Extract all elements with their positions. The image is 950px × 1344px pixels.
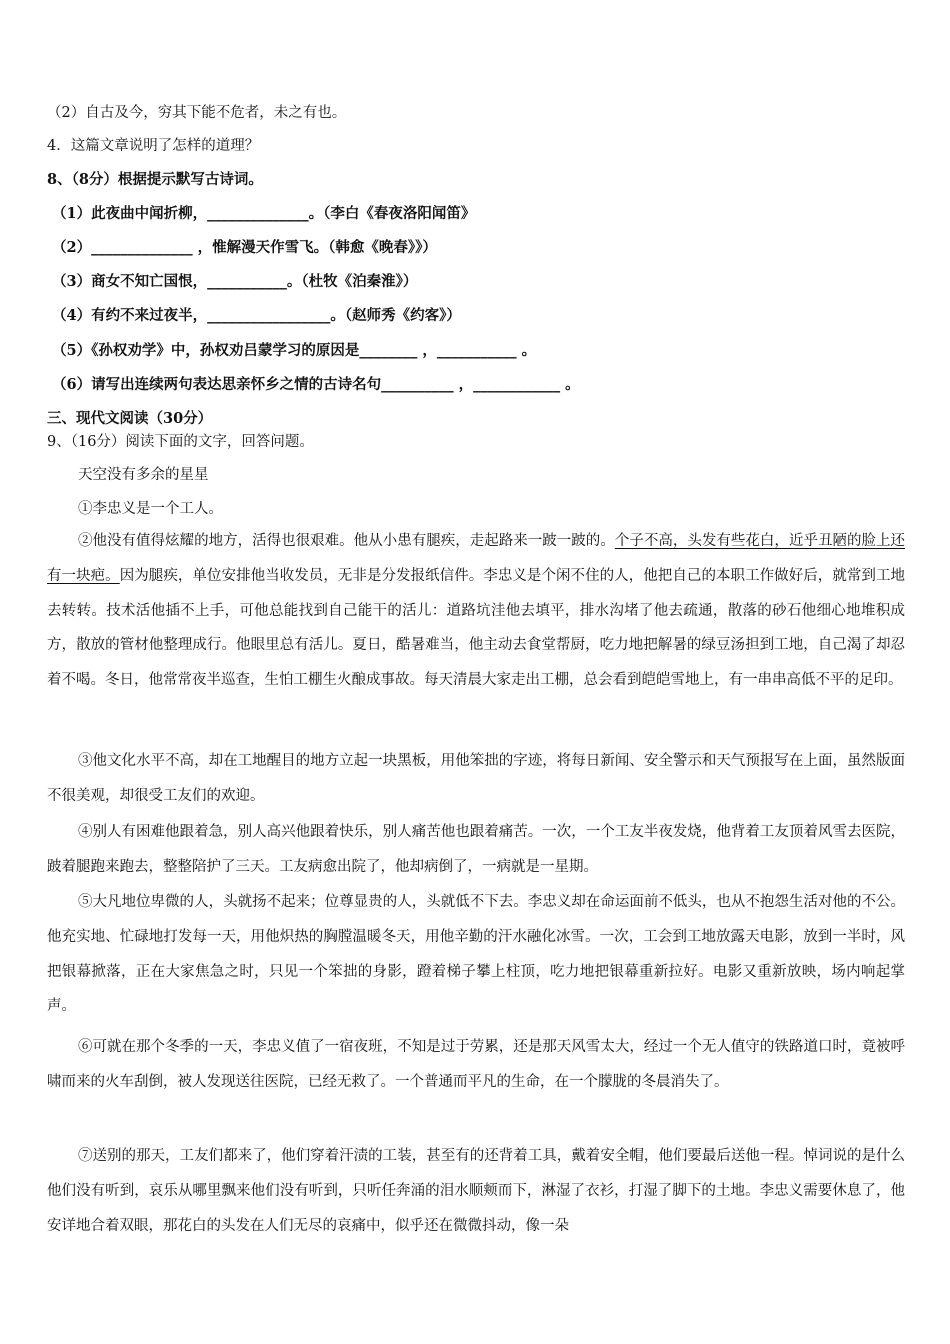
q8-item-2: （2）______________ ，惟解漫天作雪飞。（韩愈《晚春》》） [52, 239, 437, 256]
paragraph-2-text-b: 因为腿疾，单位安排他当收发员，无非是分发报纸信件。李忠义是个闲不住的人，他把自己的本职工作做好后，就常到工地去转转。技术活他插不上手，可他总能找到自己能干的活儿：道路坑洼他去填平，排水沟堵了他去疏通，散落的砂石他细心地堆积成方，散放的管材他整理成行。他眼里总有活儿。夏日，酷暑难当，他主动去食堂帮厨，吃力地把解暑的绿豆汤担到工地，自己渴了却忍着不喝。冬日，他常常夜半巡查，生怕工棚生火酿成事故。每天清晨大家走出工棚，总会看到皑皑雪地上，有一串串高低不平的足印。 [47, 567, 905, 689]
q8-item-3: （3）商女不知亡国恨，___________。（杜牧《泊秦淮》） [52, 273, 418, 290]
question-9-intro: 9、（16分）阅读下面的文字，回答问题。 [47, 434, 314, 450]
paragraph-6: ⑥可就在那个冬季的一天，李忠义值了一宿夜班，不知是过于劳累，还是那天风雪太大，经过一个无人值守的铁路道口时，竟被呼啸而来的火车刮倒，被人发现送往医院，已经无救了。一个普通而平凡的生命，在一个朦胧的冬晨消失了。 [47, 1039, 905, 1090]
paragraph-7: ⑦送别的那天，工友们都来了，他们穿着汗渍的工装，甚至有的还背着工具，戴着安全帽，他们要最后送他一程。悼词说的是什么他们没有听到，哀乐从哪里飘来他们没有听到，只听任奔涌的泪水顺颊而下，淋湿了衣衫，打湿了脚下的土地。李忠义需要休息了，他安详地合着双眼，那花白的头发在人们无尽的哀痛中，似乎还在微微抖动，像一朵 [47, 1148, 905, 1234]
story-title: 天空没有多余的星星 [78, 467, 209, 483]
paragraph-1: ①李忠义是一个工人。 [78, 501, 223, 517]
question-8-title: 8、（8分）根据提示默写古诗词。 [47, 171, 263, 188]
section-3-title: 三、现代文阅读（30分） [47, 410, 213, 427]
q8-item-4: （4）有约不来过夜半，_________________。（赵师秀《约客》） [52, 307, 461, 324]
paragraph-5: ⑤大凡地位卑微的人，头就扬不起来；位尊显贵的人，头就低不下去。李忠义却在命运面前不低头，也从不抱怨生活对他的不公。他充实地、忙碌地打发每一天，用他炽热的胸膛温暖冬天，用他辛勤的汗水融化冰雪。一次，工会到工地放露天电影，放到一半时，风把银幕掀落，正在大家焦急之时，只见一个笨拙的身影，蹬着梯子攀上柱顶，吃力地把银幕重新拉好。电影又重新放映，场内响起掌声。 [47, 894, 905, 1015]
q8-item-6: （6）请写出连续两句表达思亲怀乡之情的古诗名句__________ ，____________ 。 [52, 376, 580, 393]
q8-item-5: （5）《孙权劝学》中，孙权劝吕蒙学习的原因是________ ，___________ 。 [52, 342, 537, 359]
paragraph-2 [47, 524, 905, 732]
q8-item-1: （1）此夜曲中闻折柳，______________。（李白《春夜洛阳闻笛》 [52, 205, 476, 222]
answer-line-2: （2）自古及今，穷其下能不危者，未之有也。 [47, 105, 347, 121]
paragraph-2-underlined: 个子不高，头发有些花白，近乎丑陋的脸上还有一块疤。 [47, 533, 905, 584]
question-4: 4．这篇文章说明了怎样的道理？ [47, 138, 260, 154]
paragraph-3: ③他文化水平不高，却在工地醒目的地方立起一块黑板，用他笨拙的字迹，将每日新闻、安全警示和天气预报写在上面，虽然版面不很美观，却很受工友们的欢迎。 [47, 753, 905, 804]
paragraph-2-text-a: ②他没有值得炫耀的地方，活得也很艰难。他从小患有腿疾，走起路来一跛一跛的。 [78, 533, 615, 549]
paragraph-4: ④别人有困难他跟着急，别人高兴他跟着快乐，别人痛苦他也跟着痛苦。一次，一个工友半夜发烧，他背着工友顶着风雪去医院，跛着腿跑来跑去，整整陪护了三天。工友病愈出院了，他却病倒了，一病就是一星期。 [47, 824, 905, 875]
